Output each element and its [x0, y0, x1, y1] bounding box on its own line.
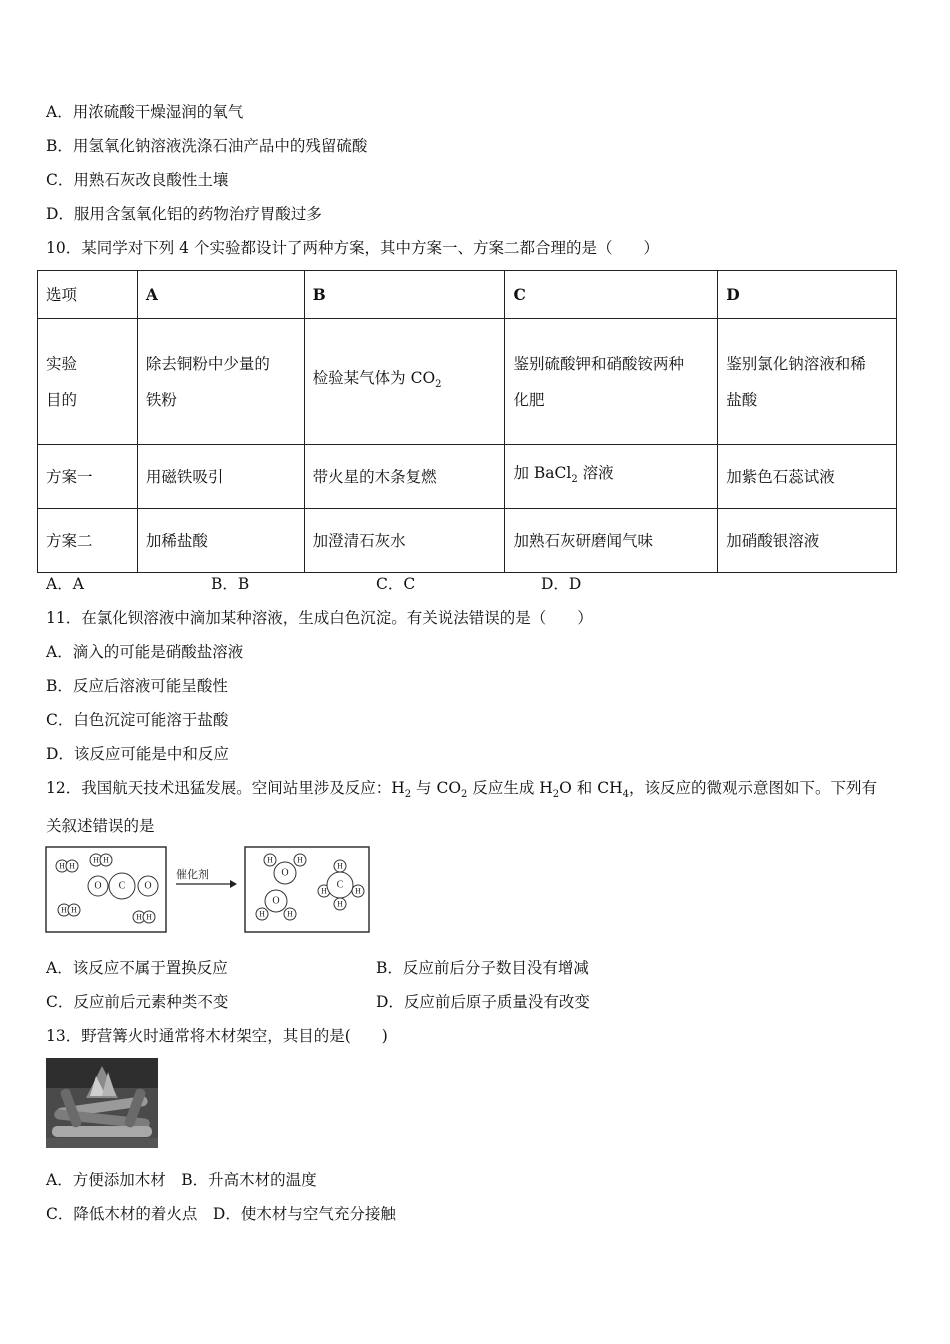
atom-h: H [69, 861, 75, 871]
q10-experiment-table [37, 270, 897, 573]
atom-h: H [355, 886, 361, 896]
atom-h: H [93, 855, 99, 865]
atom-h: H [297, 855, 303, 865]
atom-h: H [321, 886, 327, 896]
header-option: 选项 [38, 271, 138, 319]
header-a: A [137, 271, 304, 319]
q13-option-d: D．使木材与空气充分接触 [212, 1205, 396, 1223]
plan1-d: 加紫色石蕊试液 [718, 445, 897, 509]
purpose-b [304, 319, 505, 445]
q9-option-c: C．用熟石灰改良酸性土壤 [46, 171, 229, 189]
q12-stem-p3: 反应生成 H [467, 779, 553, 797]
atom-h: H [337, 861, 343, 871]
header-d: D [718, 271, 897, 319]
q11-option-b: B．反应后溶液可能呈酸性 [46, 677, 228, 695]
header-b: B [304, 271, 505, 319]
table-row-plan2 [38, 509, 897, 573]
plan2-a: 加稀盐酸 [137, 509, 304, 573]
purpose-d-line1: 鉴别氯化钠溶液和稀 [726, 354, 866, 373]
atom-c: C [118, 880, 126, 892]
plan1-c [505, 445, 718, 509]
atom-h: H [287, 909, 293, 919]
q10-choice-b: B．B [211, 575, 250, 593]
q12-stem-p2: 与 CO [411, 779, 462, 797]
purpose-b-sub: 2 [435, 379, 442, 391]
purpose-c-line1: 鉴别硫酸钾和硝酸铵两种 [513, 354, 684, 373]
q12-stem-line1 [46, 778, 877, 805]
purpose-b-text: 检验某气体为 CO [312, 368, 436, 387]
atom-o: O [94, 880, 102, 892]
purpose-d-line2: 盐酸 [726, 390, 758, 409]
q10-choices [46, 574, 706, 594]
purpose-d [718, 319, 897, 445]
atom-o: O [281, 867, 289, 879]
purpose-label-line1: 实验 [46, 354, 78, 373]
atom-h: H [136, 912, 142, 922]
plan1-label: 方案一 [38, 445, 138, 509]
q13-option-a: A．方便添加木材 [46, 1171, 166, 1189]
atom-h: H [267, 855, 273, 865]
plan1-b: 带火星的木条复燃 [304, 445, 505, 509]
q9-option-b: B．用氢氧化钠溶液洗涤石油产品中的残留硫酸 [46, 137, 368, 155]
plan2-b: 加澄清石灰水 [304, 509, 505, 573]
q12-stem-s2: 2 [461, 789, 468, 801]
plan2-d: 加硝酸银溶液 [718, 509, 897, 573]
q12-option-b: B．反应前后分子数目没有增减 [376, 959, 589, 977]
q11-stem: 11．在氯化钡溶液中滴加某种溶液，生成白色沉淀。有关说法错误的是（ ） [46, 609, 593, 627]
q12-options-row1 [46, 958, 706, 978]
atom-h: H [337, 899, 343, 909]
q12-stem-p1: 12．我国航天技术迅猛发展。空间站里涉及反应：H [46, 779, 405, 797]
q10-choice-a: A．A [46, 575, 84, 593]
atom-h: H [103, 855, 109, 865]
q11-option-d: D．该反应可能是中和反应 [46, 745, 229, 763]
plan1-c-sub: 2 [571, 474, 578, 486]
q12-stem-p5: ，该反应的微观示意图如下。下列有 [629, 779, 878, 797]
q10-stem: 10．某同学对下列 4 个实验都设计了两种方案，其中方案一、方案二都合理的是（ ） [46, 239, 659, 257]
q9-option-a: A．用浓硫酸干燥湿润的氧气 [46, 103, 244, 121]
header-c: C [505, 271, 718, 319]
purpose-label-line2: 目的 [46, 390, 78, 409]
atom-h: H [259, 909, 265, 919]
purpose-a-line2: 铁粉 [145, 390, 177, 409]
campfire-image [46, 1058, 158, 1148]
plan2-label: 方案二 [38, 509, 138, 573]
q13-option-c: C．降低木材的着火点 [46, 1205, 198, 1223]
atom-h: H [146, 912, 152, 922]
atom-o: O [272, 895, 280, 907]
q12-stem-line2: 关叙述错误的是 [46, 817, 155, 835]
table-row-purpose [38, 319, 897, 445]
q10-choice-d: D．D [541, 575, 582, 593]
arrow-head [230, 880, 237, 888]
q13-options-row2 [46, 1204, 396, 1224]
q12-option-d: D．反应前后原子质量没有改变 [376, 993, 590, 1011]
q13-option-b: B．升高木材的温度 [181, 1171, 317, 1189]
q13-stem: 13．野营篝火时通常将木材架空，其目的是( ) [46, 1027, 388, 1045]
purpose-a-line1: 除去铜粉中少量的 [145, 354, 270, 373]
q11-option-c: C．白色沉淀可能溶于盐酸 [46, 711, 229, 729]
q10-choice-c: C．C [376, 575, 416, 593]
q13-options-row1 [46, 1170, 317, 1190]
purpose-c-line2: 化肥 [513, 390, 545, 409]
reaction-diagram [44, 844, 374, 936]
plan1-a: 用磁铁吸引 [137, 445, 304, 509]
atom-h: H [59, 861, 65, 871]
q9-option-d: D．服用含氢氧化铝的药物治疗胃酸过多 [46, 205, 322, 223]
q12-option-a: A．该反应不属于置换反应 [46, 959, 228, 977]
table-row-plan1 [38, 445, 897, 509]
table-header-row [38, 271, 897, 319]
q12-stem-p4: O 和 CH [559, 779, 623, 797]
plan2-c: 加熟石灰研磨闻气味 [505, 509, 718, 573]
plan1-c-post: 溶液 [577, 463, 614, 482]
atom-h: H [71, 905, 77, 915]
q12-stem-s3: 2 [552, 789, 560, 801]
purpose-c [505, 319, 718, 445]
purpose-label [38, 319, 138, 445]
atom-h: H [61, 905, 67, 915]
plan1-c-pre: 加 BaCl [513, 463, 572, 482]
purpose-a [137, 319, 304, 445]
q12-stem-s1: 2 [404, 789, 412, 801]
q12-option-c: C．反应前后元素种类不变 [46, 993, 229, 1011]
atom-o: O [144, 880, 152, 892]
catalyst-label: 催化剂 [176, 869, 209, 881]
q12-options-row2 [46, 992, 706, 1012]
q12-stem-s4: 4 [622, 789, 629, 801]
atom-c: C [336, 879, 344, 891]
q11-option-a: A．滴入的可能是硝酸盐溶液 [46, 643, 244, 661]
